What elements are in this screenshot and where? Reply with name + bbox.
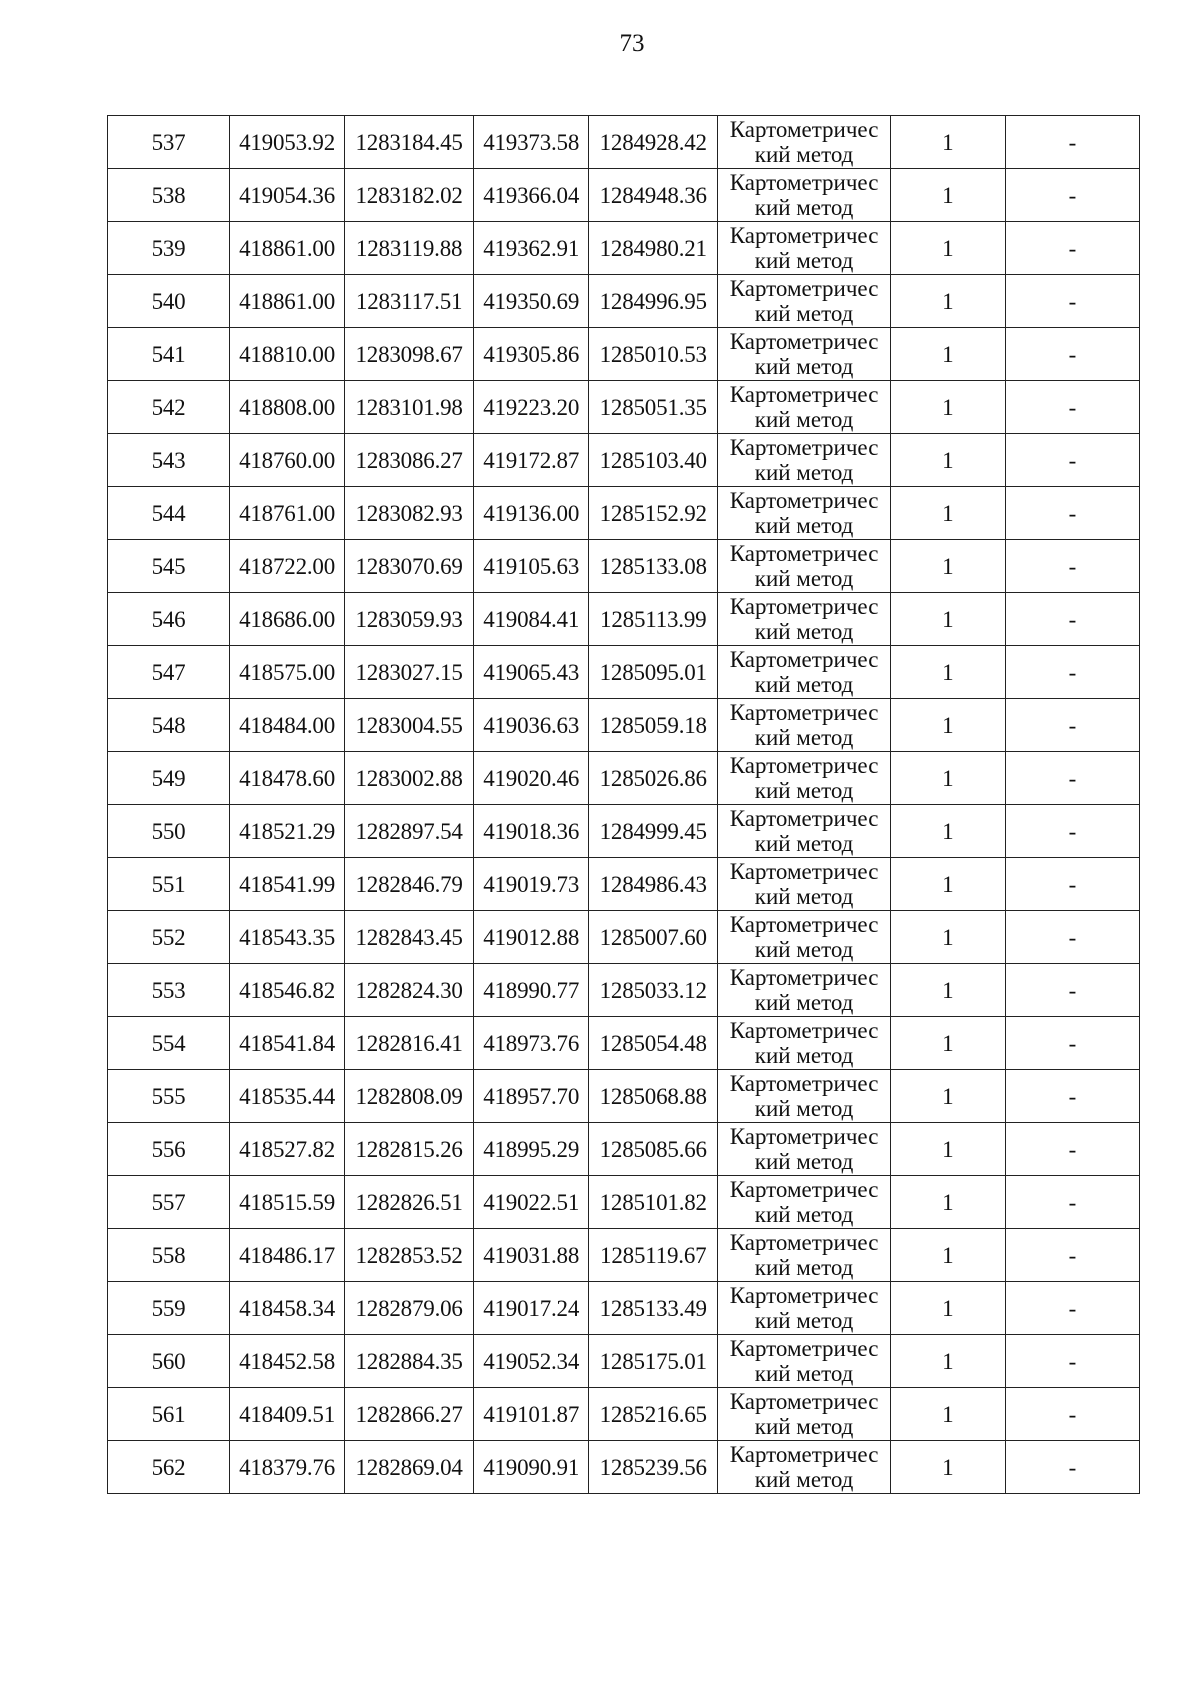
x2-coordinate-cell: 418957.70 [474,1070,589,1123]
accuracy-cell: 1 [890,1176,1005,1229]
x2-coordinate-cell: 419101.87 [474,1388,589,1441]
accuracy-cell: 1 [890,1282,1005,1335]
x2-coordinate-cell: 418995.29 [474,1123,589,1176]
x2-coordinate-cell: 419373.58 [474,116,589,169]
page-number: 73 [619,30,645,57]
y1-coordinate-cell: 1283086.27 [345,434,474,487]
x1-coordinate-cell: 418575.00 [230,646,345,699]
x2-coordinate-cell: 419366.04 [474,169,589,222]
point-number-cell: 554 [108,1017,230,1070]
note-cell: - [1005,911,1139,964]
table-row [108,328,1140,381]
method-label-line2: кий метод [754,1202,854,1227]
x1-coordinate-cell: 418686.00 [230,593,345,646]
accuracy-cell: 1 [890,593,1005,646]
method-label-line2: кий метод [754,566,854,591]
table-row [108,1123,1140,1176]
y1-coordinate-cell: 1282815.26 [345,1123,474,1176]
y2-coordinate-cell: 1284986.43 [589,858,718,911]
point-number-cell: 538 [108,169,230,222]
table-row [108,1441,1140,1494]
point-number-cell: 541 [108,328,230,381]
note-cell: - [1005,540,1139,593]
y1-coordinate-cell: 1283184.45 [345,116,474,169]
method-cell [718,222,891,275]
y2-coordinate-cell: 1284980.21 [589,222,718,275]
table-row [108,1388,1140,1441]
method-label-line2: кий метод [754,513,854,538]
y2-coordinate-cell: 1285119.67 [589,1229,718,1282]
method-label-line2: кий метод [754,1149,854,1174]
accuracy-cell: 1 [890,1335,1005,1388]
x2-coordinate-cell: 419362.91 [474,222,589,275]
x2-coordinate-cell: 419350.69 [474,275,589,328]
y2-coordinate-cell: 1285113.99 [589,593,718,646]
method-label-line2: кий метод [754,1467,854,1492]
accuracy-cell: 1 [890,222,1005,275]
point-number-cell: 559 [108,1282,230,1335]
y2-coordinate-cell: 1285152.92 [589,487,718,540]
table-row [108,964,1140,1017]
method-label-line1: Картометричес [729,1283,879,1308]
x2-coordinate-cell: 419084.41 [474,593,589,646]
accuracy-cell: 1 [890,328,1005,381]
method-cell [718,805,891,858]
method-label-line2: кий метод [754,407,854,432]
table-row [108,1229,1140,1282]
y1-coordinate-cell: 1282826.51 [345,1176,474,1229]
method-label-line1: Картометричес [729,1124,879,1149]
x1-coordinate-cell: 418452.58 [230,1335,345,1388]
accuracy-cell: 1 [890,699,1005,752]
point-number-cell: 540 [108,275,230,328]
note-cell: - [1005,1282,1139,1335]
method-cell [718,275,891,328]
x1-coordinate-cell: 418546.82 [230,964,345,1017]
note-cell: - [1005,964,1139,1017]
method-cell [718,911,891,964]
accuracy-cell: 1 [890,169,1005,222]
point-number-cell: 543 [108,434,230,487]
note-cell: - [1005,752,1139,805]
y1-coordinate-cell: 1283059.93 [345,593,474,646]
x1-coordinate-cell: 418541.99 [230,858,345,911]
method-cell [718,328,891,381]
note-cell: - [1005,1441,1139,1494]
x1-coordinate-cell: 418535.44 [230,1070,345,1123]
y1-coordinate-cell: 1283098.67 [345,328,474,381]
x1-coordinate-cell: 418861.00 [230,222,345,275]
method-label-line1: Картометричес [729,1336,879,1361]
accuracy-cell: 1 [890,116,1005,169]
method-cell [718,1441,891,1494]
x2-coordinate-cell: 419136.00 [474,487,589,540]
x1-coordinate-cell: 418541.84 [230,1017,345,1070]
point-number-cell: 539 [108,222,230,275]
x2-coordinate-cell: 419065.43 [474,646,589,699]
method-cell [718,699,891,752]
table-body [108,116,1140,1494]
method-label-line1: Картометричес [729,117,879,142]
table-row [108,116,1140,169]
x2-coordinate-cell: 419172.87 [474,434,589,487]
method-cell [718,540,891,593]
x2-coordinate-cell: 419012.88 [474,911,589,964]
y2-coordinate-cell: 1284996.95 [589,275,718,328]
table-row [108,222,1140,275]
table-row [108,752,1140,805]
method-label-line1: Картометричес [729,700,879,725]
method-cell [718,858,891,911]
point-number-cell: 557 [108,1176,230,1229]
accuracy-cell: 1 [890,487,1005,540]
table-row [108,1282,1140,1335]
point-number-cell: 551 [108,858,230,911]
note-cell: - [1005,275,1139,328]
x2-coordinate-cell: 419020.46 [474,752,589,805]
method-label-line1: Картометричес [729,806,879,831]
point-number-cell: 544 [108,487,230,540]
method-cell [718,752,891,805]
y2-coordinate-cell: 1285054.48 [589,1017,718,1070]
table-row [108,169,1140,222]
method-cell [718,1176,891,1229]
method-cell [718,1017,891,1070]
note-cell: - [1005,1070,1139,1123]
point-number-cell: 558 [108,1229,230,1282]
method-label-line2: кий метод [754,831,854,856]
y1-coordinate-cell: 1282846.79 [345,858,474,911]
y2-coordinate-cell: 1285175.01 [589,1335,718,1388]
method-label-line2: кий метод [754,1043,854,1068]
x1-coordinate-cell: 418486.17 [230,1229,345,1282]
point-number-cell: 562 [108,1441,230,1494]
point-number-cell: 542 [108,381,230,434]
x1-coordinate-cell: 418379.76 [230,1441,345,1494]
y2-coordinate-cell: 1285010.53 [589,328,718,381]
x1-coordinate-cell: 419053.92 [230,116,345,169]
method-cell [718,1388,891,1441]
note-cell: - [1005,593,1139,646]
x2-coordinate-cell: 419305.86 [474,328,589,381]
y1-coordinate-cell: 1282897.54 [345,805,474,858]
method-label-line1: Картометричес [729,859,879,884]
table-row [108,858,1140,911]
y1-coordinate-cell: 1282884.35 [345,1335,474,1388]
method-label-line1: Картометричес [729,1018,879,1043]
x1-coordinate-cell: 418808.00 [230,381,345,434]
method-label-line1: Картометричес [729,1230,879,1255]
note-cell: - [1005,1229,1139,1282]
method-label-line2: кий метод [754,990,854,1015]
x1-coordinate-cell: 418478.60 [230,752,345,805]
y1-coordinate-cell: 1283182.02 [345,169,474,222]
y1-coordinate-cell: 1283002.88 [345,752,474,805]
y1-coordinate-cell: 1283119.88 [345,222,474,275]
y2-coordinate-cell: 1285026.86 [589,752,718,805]
table-row [108,593,1140,646]
table-row [108,1070,1140,1123]
method-label-line1: Картометричес [729,435,879,460]
method-label-line1: Картометричес [729,170,879,195]
x2-coordinate-cell: 419105.63 [474,540,589,593]
x2-coordinate-cell: 419090.91 [474,1441,589,1494]
method-label-line2: кий метод [754,619,854,644]
method-label-line2: кий метод [754,142,854,167]
x2-coordinate-cell: 419223.20 [474,381,589,434]
y1-coordinate-cell: 1282824.30 [345,964,474,1017]
note-cell: - [1005,805,1139,858]
y2-coordinate-cell: 1285095.01 [589,646,718,699]
y1-coordinate-cell: 1282853.52 [345,1229,474,1282]
table-row [108,1176,1140,1229]
x1-coordinate-cell: 418810.00 [230,328,345,381]
method-label-line1: Картометричес [729,1071,879,1096]
point-number-cell: 555 [108,1070,230,1123]
accuracy-cell: 1 [890,434,1005,487]
method-cell [718,1282,891,1335]
point-number-cell: 548 [108,699,230,752]
note-cell: - [1005,858,1139,911]
method-label-line2: кий метод [754,725,854,750]
x2-coordinate-cell: 419018.36 [474,805,589,858]
note-cell: - [1005,699,1139,752]
table-row [108,699,1140,752]
accuracy-cell: 1 [890,540,1005,593]
method-label-line1: Картометричес [729,1177,879,1202]
y2-coordinate-cell: 1285051.35 [589,381,718,434]
method-label-line2: кий метод [754,248,854,273]
accuracy-cell: 1 [890,1229,1005,1282]
method-cell [718,169,891,222]
method-label-line1: Картометричес [729,753,879,778]
y2-coordinate-cell: 1284948.36 [589,169,718,222]
method-label-line1: Картометричес [729,276,879,301]
x2-coordinate-cell: 418973.76 [474,1017,589,1070]
y1-coordinate-cell: 1282808.09 [345,1070,474,1123]
table-row [108,540,1140,593]
accuracy-cell: 1 [890,275,1005,328]
x1-coordinate-cell: 418527.82 [230,1123,345,1176]
point-number-cell: 561 [108,1388,230,1441]
point-number-cell: 537 [108,116,230,169]
y1-coordinate-cell: 1283027.15 [345,646,474,699]
y2-coordinate-cell: 1285133.08 [589,540,718,593]
method-label-line2: кий метод [754,195,854,220]
method-label-line1: Картометричес [729,329,879,354]
x2-coordinate-cell: 419019.73 [474,858,589,911]
method-cell [718,646,891,699]
accuracy-cell: 1 [890,752,1005,805]
y2-coordinate-cell: 1285007.60 [589,911,718,964]
x1-coordinate-cell: 418861.00 [230,275,345,328]
method-label-line2: кий метод [754,1361,854,1386]
note-cell: - [1005,487,1139,540]
point-number-cell: 560 [108,1335,230,1388]
note-cell: - [1005,1017,1139,1070]
table-row [108,275,1140,328]
accuracy-cell: 1 [890,911,1005,964]
method-label-line2: кий метод [754,1255,854,1280]
x2-coordinate-cell: 419022.51 [474,1176,589,1229]
point-number-cell: 547 [108,646,230,699]
method-label-line2: кий метод [754,884,854,909]
y2-coordinate-cell: 1285216.65 [589,1388,718,1441]
point-number-cell: 556 [108,1123,230,1176]
method-label-line1: Картометричес [729,488,879,513]
note-cell: - [1005,381,1139,434]
y2-coordinate-cell: 1285068.88 [589,1070,718,1123]
method-label-line2: кий метод [754,460,854,485]
y2-coordinate-cell: 1285033.12 [589,964,718,1017]
y1-coordinate-cell: 1283101.98 [345,381,474,434]
method-label-line1: Картометричес [729,912,879,937]
method-label-line2: кий метод [754,1308,854,1333]
y1-coordinate-cell: 1282879.06 [345,1282,474,1335]
point-number-cell: 545 [108,540,230,593]
table-row [108,911,1140,964]
note-cell: - [1005,434,1139,487]
coordinates-table [107,115,1140,1494]
method-label-line2: кий метод [754,354,854,379]
accuracy-cell: 1 [890,1017,1005,1070]
table-row [108,434,1140,487]
accuracy-cell: 1 [890,381,1005,434]
method-cell [718,487,891,540]
note-cell: - [1005,1176,1139,1229]
table-row [108,805,1140,858]
table-row [108,1335,1140,1388]
method-label-line2: кий метод [754,937,854,962]
table-row [108,646,1140,699]
x2-coordinate-cell: 419052.34 [474,1335,589,1388]
x1-coordinate-cell: 418515.59 [230,1176,345,1229]
y2-coordinate-cell: 1285239.56 [589,1441,718,1494]
x1-coordinate-cell: 418760.00 [230,434,345,487]
note-cell: - [1005,1335,1139,1388]
method-label-line2: кий метод [754,672,854,697]
y1-coordinate-cell: 1282816.41 [345,1017,474,1070]
y2-coordinate-cell: 1285133.49 [589,1282,718,1335]
method-label-line1: Картометричес [729,1442,879,1467]
method-label-line2: кий метод [754,778,854,803]
x1-coordinate-cell: 419054.36 [230,169,345,222]
note-cell: - [1005,222,1139,275]
method-cell [718,964,891,1017]
accuracy-cell: 1 [890,1070,1005,1123]
y2-coordinate-cell: 1285085.66 [589,1123,718,1176]
method-cell [718,1123,891,1176]
y2-coordinate-cell: 1285059.18 [589,699,718,752]
x2-coordinate-cell: 419036.63 [474,699,589,752]
table-row [108,487,1140,540]
x1-coordinate-cell: 418761.00 [230,487,345,540]
y1-coordinate-cell: 1282843.45 [345,911,474,964]
y1-coordinate-cell: 1283070.69 [345,540,474,593]
y1-coordinate-cell: 1282866.27 [345,1388,474,1441]
y1-coordinate-cell: 1283004.55 [345,699,474,752]
point-number-cell: 553 [108,964,230,1017]
point-number-cell: 550 [108,805,230,858]
method-label-line1: Картометричес [729,594,879,619]
y2-coordinate-cell: 1285103.40 [589,434,718,487]
method-label-line1: Картометричес [729,647,879,672]
accuracy-cell: 1 [890,1388,1005,1441]
y1-coordinate-cell: 1283117.51 [345,275,474,328]
note-cell: - [1005,646,1139,699]
y2-coordinate-cell: 1284928.42 [589,116,718,169]
x2-coordinate-cell: 419017.24 [474,1282,589,1335]
x1-coordinate-cell: 418521.29 [230,805,345,858]
method-label-line2: кий метод [754,1096,854,1121]
point-number-cell: 552 [108,911,230,964]
table-row [108,381,1140,434]
accuracy-cell: 1 [890,646,1005,699]
method-cell [718,116,891,169]
method-label-line1: Картометричес [729,541,879,566]
y1-coordinate-cell: 1282869.04 [345,1441,474,1494]
method-label-line1: Картометричес [729,1389,879,1414]
accuracy-cell: 1 [890,964,1005,1017]
method-label-line1: Картометричес [729,382,879,407]
note-cell: - [1005,116,1139,169]
method-cell [718,434,891,487]
method-cell [718,1070,891,1123]
accuracy-cell: 1 [890,1123,1005,1176]
accuracy-cell: 1 [890,805,1005,858]
note-cell: - [1005,328,1139,381]
accuracy-cell: 1 [890,858,1005,911]
x1-coordinate-cell: 418409.51 [230,1388,345,1441]
y2-coordinate-cell: 1285101.82 [589,1176,718,1229]
note-cell: - [1005,169,1139,222]
method-label-line2: кий метод [754,301,854,326]
x1-coordinate-cell: 418458.34 [230,1282,345,1335]
point-number-cell: 546 [108,593,230,646]
note-cell: - [1005,1123,1139,1176]
method-label-line1: Картометричес [729,223,879,248]
x1-coordinate-cell: 418722.00 [230,540,345,593]
method-cell [718,593,891,646]
table-row [108,1017,1140,1070]
y2-coordinate-cell: 1284999.45 [589,805,718,858]
x2-coordinate-cell: 418990.77 [474,964,589,1017]
accuracy-cell: 1 [890,1441,1005,1494]
note-cell: - [1005,1388,1139,1441]
y1-coordinate-cell: 1283082.93 [345,487,474,540]
x1-coordinate-cell: 418484.00 [230,699,345,752]
method-cell [718,1335,891,1388]
point-number-cell: 549 [108,752,230,805]
method-label-line2: кий метод [754,1414,854,1439]
method-cell [718,1229,891,1282]
method-cell [718,381,891,434]
x1-coordinate-cell: 418543.35 [230,911,345,964]
x2-coordinate-cell: 419031.88 [474,1229,589,1282]
method-label-line1: Картометричес [729,965,879,990]
